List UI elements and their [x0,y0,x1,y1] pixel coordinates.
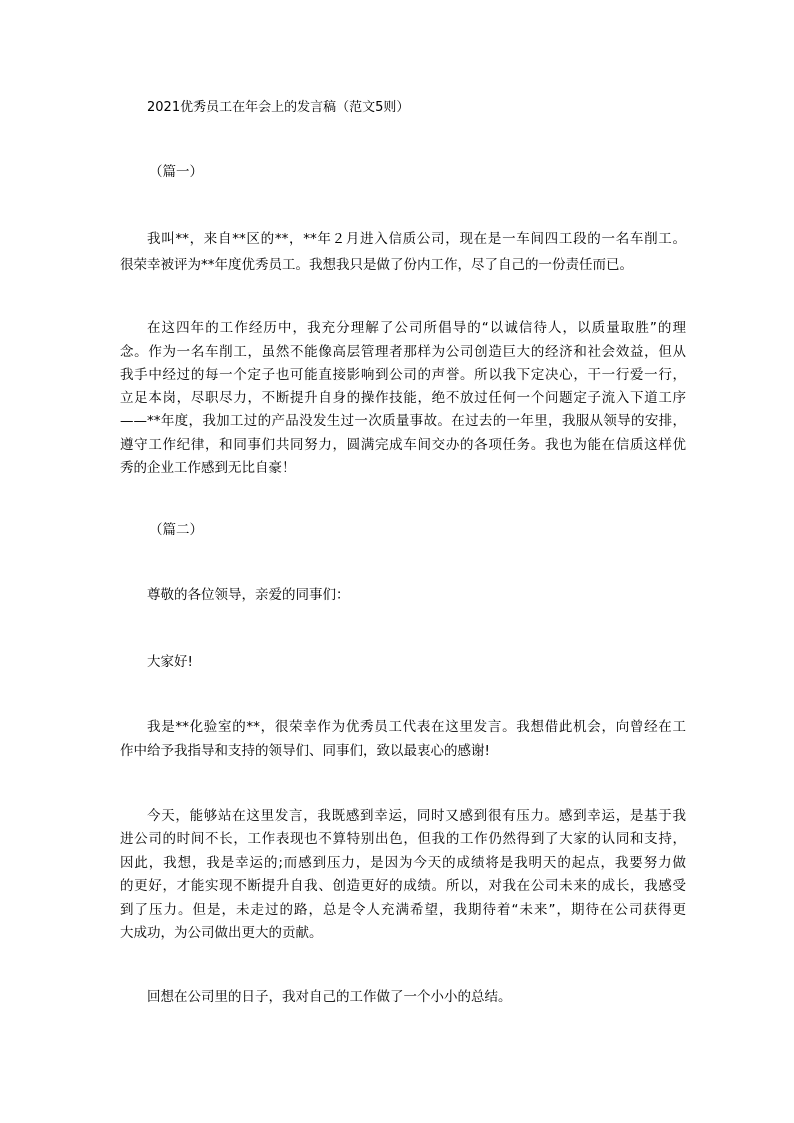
document-title: 2021优秀员工在年会上的发言稿（范文5则） [147,100,410,115]
paragraph-line: 立足本岗，尽职尽力，不断提升自身的操作技能，绝不放过任何一个问题定子流入下道工序 [120,390,686,406]
paragraph-line: 我叫**，来自**区的**，**年２月进入信质公司，现在是一车间四工段的一名车削工。 [147,231,686,247]
paragraph-line: 作中给予我指导和支持的领导们、同事们，致以最衷心的感谢! [120,743,490,759]
paragraph-line: 我是**化验室的**，很荣幸作为优秀员工代表在这里发言。我想借此机会，向曾经在工 [147,719,686,735]
paragraph-line: 进公司的时间不长，工作表现也不算特别出色，但我的工作仍然得到了大家的认同和支持， [120,831,686,847]
paragraph-line: ——**年度，我加工过的产品没发生过一次质量事故。在过去的一年里，我服从领导的安排， [120,413,686,429]
paragraph-line: 因此，我想，我是幸运的;而感到压力，是因为今天的成绩将是我明天的起点，我要努力做 [120,855,686,871]
paragraph-5: 回想在公司里的日子，我对自己的工作做了一个小小的总结。 [147,989,512,1005]
paragraph-line: 在这四年的工作经历中，我充分理解了公司所倡导的“以诚信待人，以质量取胜”的理 [147,320,686,336]
section-heading-2: （篇二） [149,522,203,538]
paragraph-line: 的更好，才能实现不断提升自我、创造更好的成绩。所以，对我在公司未来的成长，我感受 [120,878,686,894]
paragraph-line: 我手中经过的每一个定子也可能直接影响到公司的声誉。所以我下定决心，干一行爱一行， [120,367,686,383]
paragraph-line: 遵守工作纪律，和同事们共同努力，圆满完成车间交办的各项任务。我也为能在信质这样优 [120,437,686,453]
paragraph-line: 秀的企业工作感到无比自豪！ [120,460,296,476]
paragraph-line: 很荣幸被评为**年度优秀员工。我想我只是做了份内工作，尽了自己的一份责任而已。 [120,257,633,273]
salutation: 尊敬的各位领导，亲爱的同事们： [147,587,350,603]
paragraph-line: 今天，能够站在这里发言，我既感到幸运，同时又感到很有压力。感到幸运，是基于我 [147,808,686,824]
paragraph-line: 念。作为一名车削工，虽然不能像高层管理者那样为公司创造巨大的经济和社会效益，但从 [120,344,686,360]
section-heading-1: （篇一） [149,164,203,180]
greeting: 大家好! [147,654,193,670]
paragraph-line: 大成功，为公司做出更大的贡献。 [120,925,323,941]
paragraph-line: 到了压力。但是，未走过的路，总是令人充满希望，我期待着“未来”，期待在公司获得更 [120,902,686,918]
